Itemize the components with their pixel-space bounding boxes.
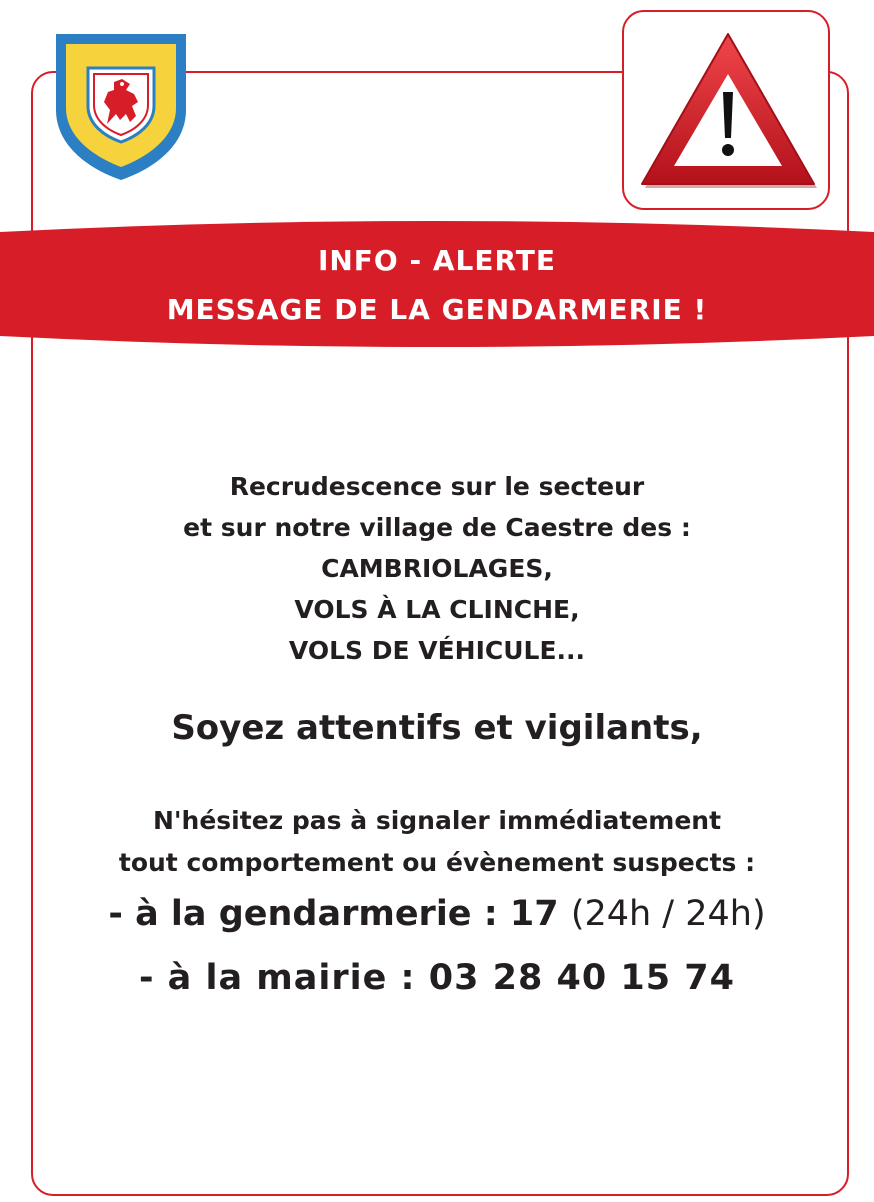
alert-banner — [0, 218, 874, 350]
gendarmerie-number: - à la gendarmerie : 17 — [108, 894, 559, 934]
mairie-contact: - à la mairie : 03 28 40 15 74 — [138, 958, 736, 998]
intro-line: et sur notre village de Caestre des : — [183, 513, 691, 542]
warning-triangle-icon — [634, 26, 822, 198]
notice-line: N'hésitez pas à signaler immédiatement — [152, 806, 722, 835]
notice-paragraph — [0, 800, 874, 884]
intro-line: Recrudescence sur le secteur — [229, 472, 645, 501]
warning-panel — [622, 10, 830, 210]
banner-title: INFO - ALERTE — [317, 244, 557, 277]
intro-line: VOLS À LA CLINCHE, — [294, 595, 580, 624]
intro-paragraph — [0, 466, 874, 671]
notice-line: tout comportement ou évènement suspects : — [118, 848, 756, 877]
intro-line: VOLS DE VÉHICULE... — [288, 636, 586, 665]
banner-subtitle: MESSAGE DE LA GENDARMERIE ! — [166, 293, 708, 326]
intro-line: CAMBRIOLAGES, — [321, 554, 553, 583]
coat-of-arms-lion-icon — [52, 32, 190, 182]
gendarmerie-hours: (24h / 24h) — [570, 894, 766, 934]
gendarmerie-contact — [0, 894, 874, 934]
headline: Soyez attentifs et vigilants, — [171, 708, 703, 748]
